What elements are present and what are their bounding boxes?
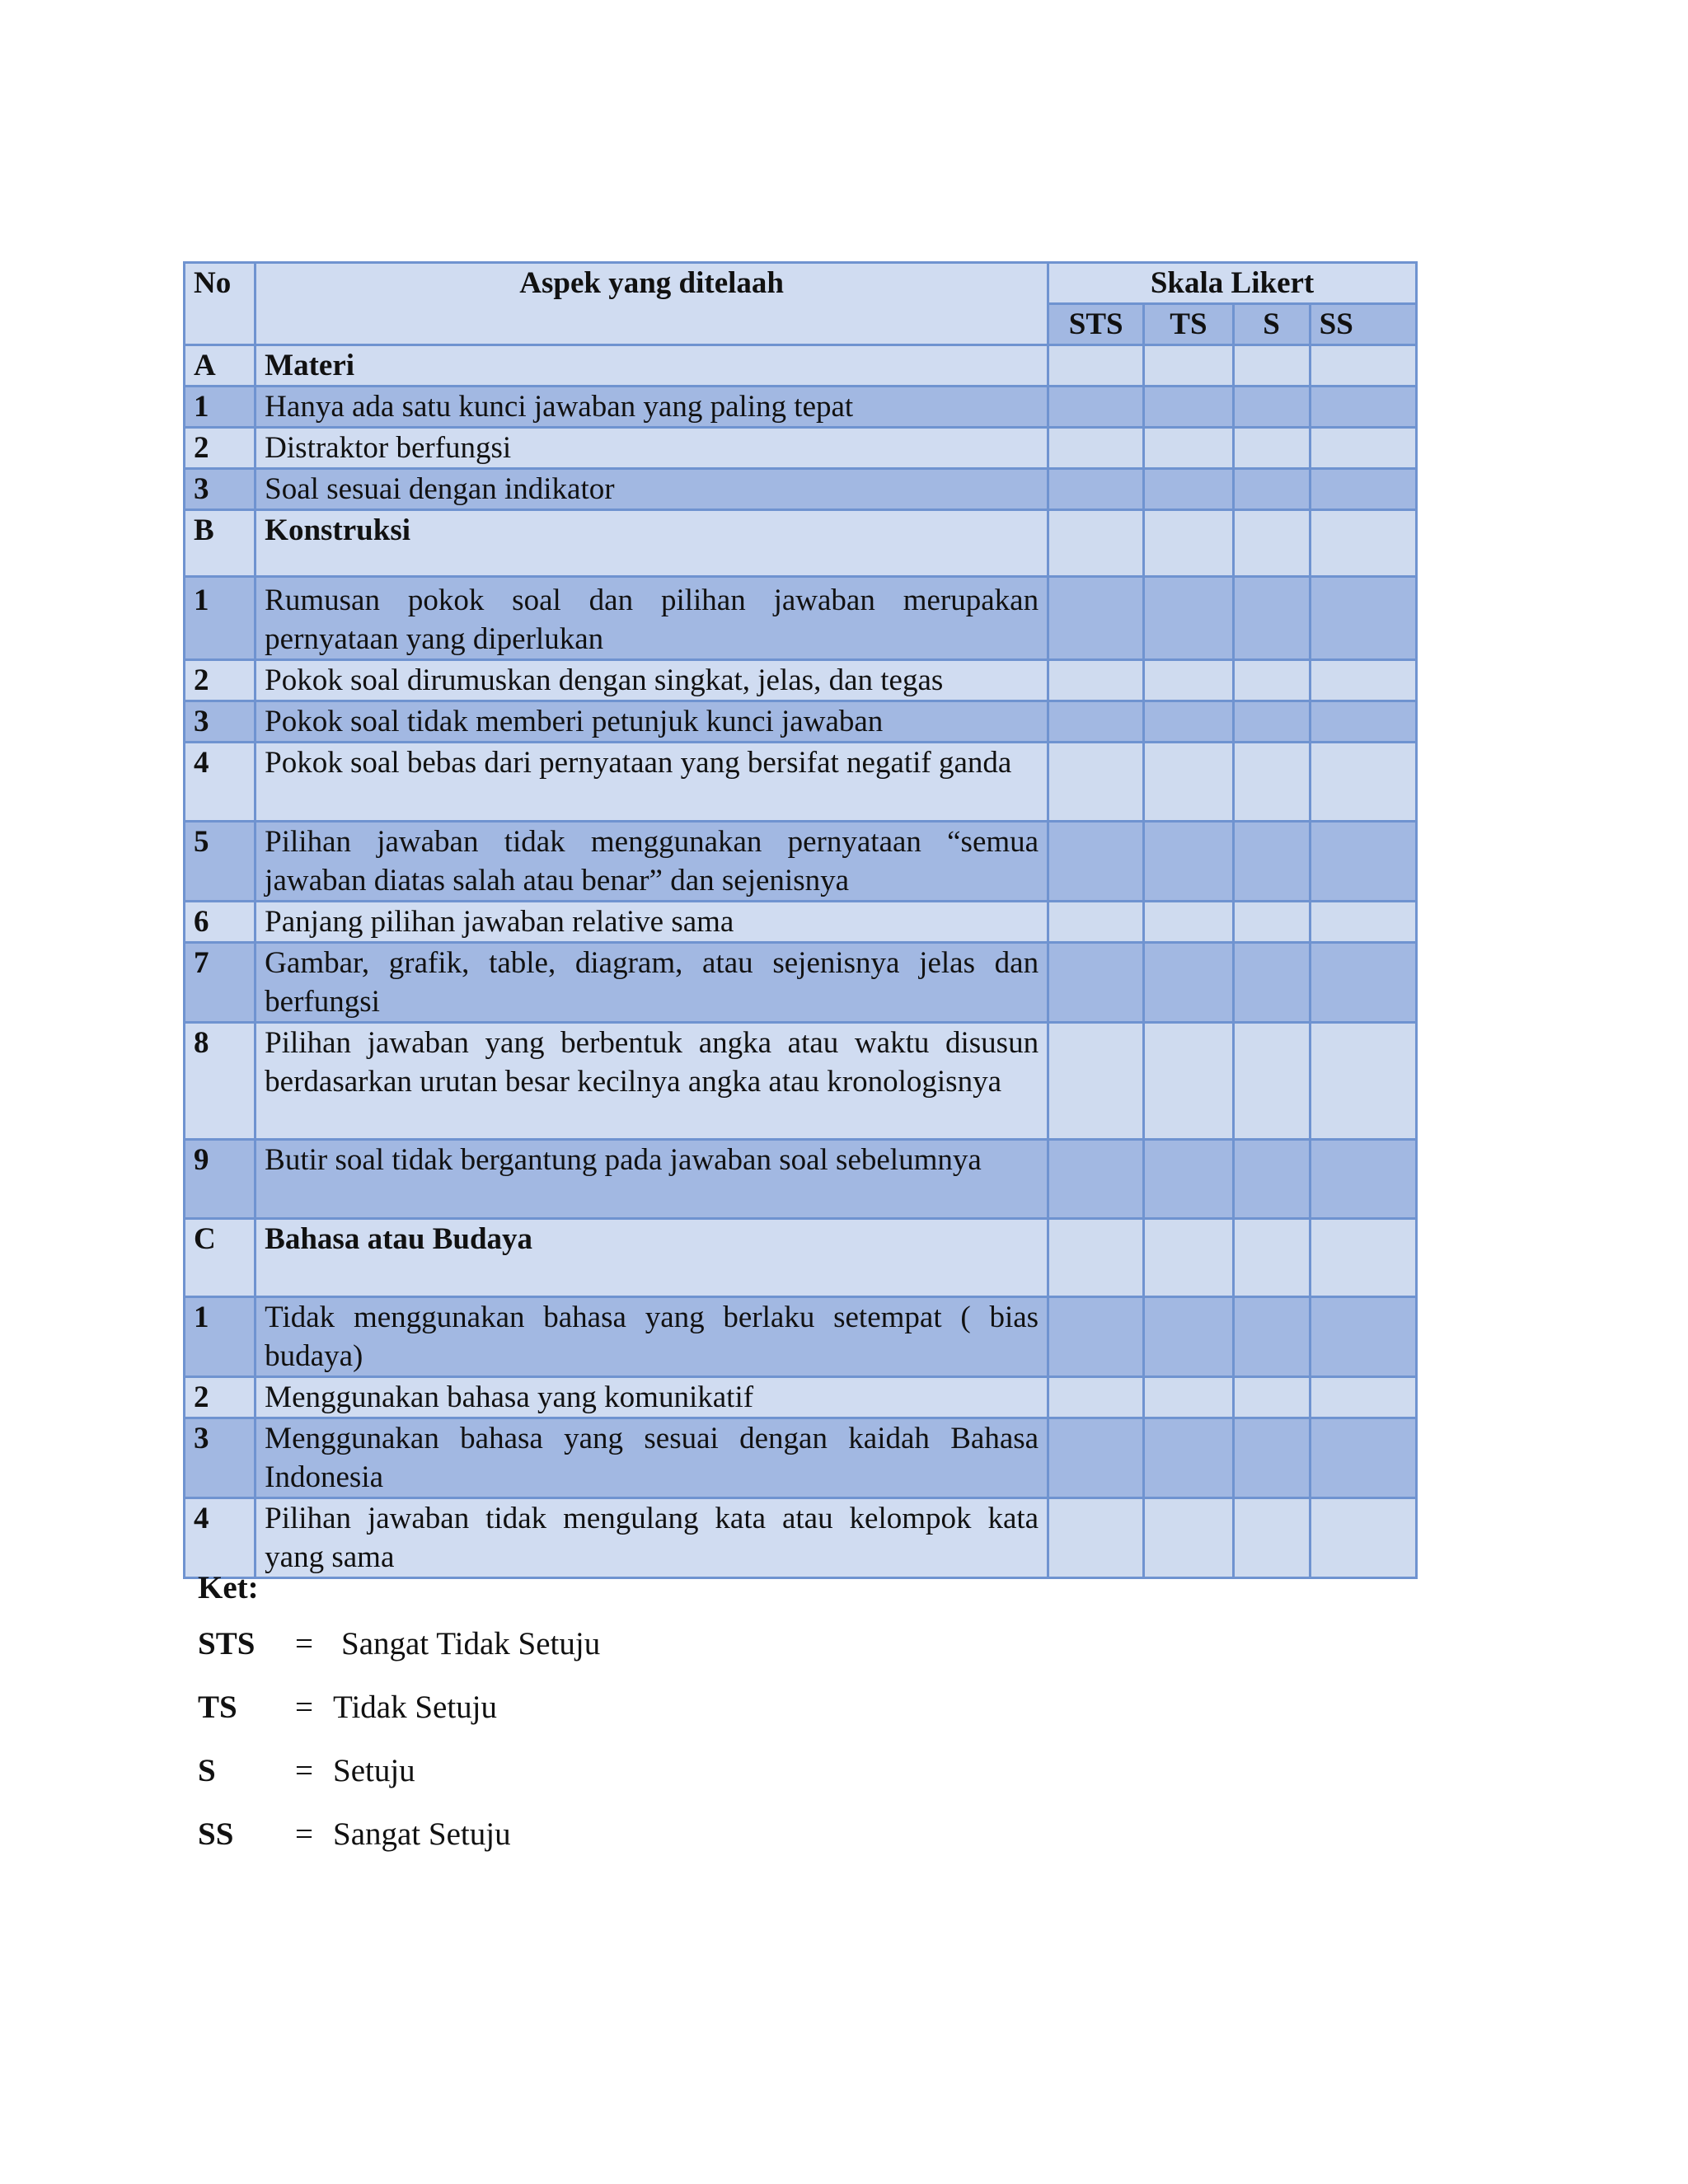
criterion-text: Pilihan jawaban yang berbentuk angka atau waktu disusun berdasarkan urutan besar kecilnya angka atau kronologisnya bbox=[256, 1023, 1048, 1140]
score-cell-ts[interactable] bbox=[1144, 902, 1233, 943]
score-cell-s[interactable] bbox=[1233, 1498, 1310, 1578]
legend-abbr: TS bbox=[198, 1690, 237, 1725]
legend-item-s bbox=[198, 1739, 415, 1802]
score-cell-ss[interactable] bbox=[1310, 660, 1416, 701]
score-cell-ss[interactable] bbox=[1310, 1377, 1416, 1418]
score-cell-s[interactable] bbox=[1233, 822, 1310, 902]
legend-item-ss bbox=[198, 1802, 511, 1866]
score-cell-ts[interactable] bbox=[1144, 1023, 1233, 1140]
score-cell-sts[interactable] bbox=[1048, 1418, 1144, 1498]
legend-abbr: STS bbox=[198, 1626, 256, 1661]
legend-abbr: SS bbox=[198, 1816, 234, 1852]
legend-equals: = bbox=[295, 1690, 313, 1725]
legend bbox=[198, 1564, 601, 1866]
legend-definition: Sangat Setuju bbox=[333, 1816, 511, 1852]
score-cell-sts[interactable] bbox=[1048, 1297, 1144, 1377]
score-cell-s[interactable] bbox=[1233, 577, 1310, 660]
table-row bbox=[185, 943, 1417, 1023]
table-row bbox=[185, 822, 1417, 902]
header-ss: SS bbox=[1310, 304, 1416, 345]
section-title: Bahasa atau Budaya bbox=[256, 1219, 1048, 1297]
legend-definition: Sangat Tidak Setuju bbox=[341, 1626, 601, 1661]
score-cell-s[interactable] bbox=[1233, 743, 1310, 822]
score-cell-ss[interactable] bbox=[1310, 510, 1416, 577]
criterion-text: Pokok soal bebas dari pernyataan yang bersifat negatif ganda bbox=[256, 743, 1048, 822]
score-cell-ts[interactable] bbox=[1144, 345, 1233, 387]
table-row bbox=[185, 1023, 1417, 1140]
score-cell-ts[interactable] bbox=[1144, 577, 1233, 660]
score-cell-sts[interactable] bbox=[1048, 1140, 1144, 1219]
legend-definition: Tidak Setuju bbox=[333, 1690, 498, 1725]
score-cell-s[interactable] bbox=[1233, 428, 1310, 469]
table-row bbox=[185, 1418, 1417, 1498]
score-cell-ts[interactable] bbox=[1144, 1297, 1233, 1377]
header-ts: TS bbox=[1144, 304, 1233, 345]
score-cell-ss[interactable] bbox=[1310, 743, 1416, 822]
table-row bbox=[185, 387, 1417, 428]
score-cell-ts[interactable] bbox=[1144, 469, 1233, 510]
row-number: 4 bbox=[185, 743, 256, 822]
score-cell-ts[interactable] bbox=[1144, 510, 1233, 577]
score-cell-ts[interactable] bbox=[1144, 743, 1233, 822]
legend-item-ts bbox=[198, 1675, 498, 1739]
score-cell-ts[interactable] bbox=[1144, 1140, 1233, 1219]
criterion-text: Pokok soal tidak memberi petunjuk kunci jawaban bbox=[256, 701, 1048, 743]
score-cell-sts[interactable] bbox=[1048, 1498, 1144, 1578]
table-row bbox=[185, 1219, 1417, 1297]
criterion-text: Gambar, grafik, table, diagram, atau sejenisnya jelas dan berfungsi bbox=[256, 943, 1048, 1023]
row-number: 1 bbox=[185, 577, 256, 660]
score-cell-sts[interactable] bbox=[1048, 1219, 1144, 1297]
score-cell-ts[interactable] bbox=[1144, 1377, 1233, 1418]
score-cell-s[interactable] bbox=[1233, 943, 1310, 1023]
table-row bbox=[185, 510, 1417, 577]
header-s: S bbox=[1233, 304, 1310, 345]
score-cell-s[interactable] bbox=[1233, 387, 1310, 428]
table-row bbox=[185, 902, 1417, 943]
score-cell-sts[interactable] bbox=[1048, 345, 1144, 387]
row-number: A bbox=[185, 345, 256, 387]
score-cell-s[interactable] bbox=[1233, 902, 1310, 943]
header-aspect: Aspek yang ditelaah bbox=[256, 263, 1048, 345]
score-cell-ss[interactable] bbox=[1310, 1297, 1416, 1377]
score-cell-sts[interactable] bbox=[1048, 1377, 1144, 1418]
legend-equals: = bbox=[295, 1626, 313, 1661]
row-number: B bbox=[185, 510, 256, 577]
score-cell-ts[interactable] bbox=[1144, 1219, 1233, 1297]
legend-title: Ket: bbox=[198, 1570, 259, 1605]
score-cell-ts[interactable] bbox=[1144, 660, 1233, 701]
score-cell-ss[interactable] bbox=[1310, 1418, 1416, 1498]
score-cell-sts[interactable] bbox=[1048, 387, 1144, 428]
score-cell-ss[interactable] bbox=[1310, 469, 1416, 510]
score-cell-ts[interactable] bbox=[1144, 822, 1233, 902]
legend-definition: Setuju bbox=[333, 1753, 415, 1788]
score-cell-ss[interactable] bbox=[1310, 428, 1416, 469]
row-number: 4 bbox=[185, 1498, 256, 1578]
row-number: 2 bbox=[185, 428, 256, 469]
row-number: 1 bbox=[185, 387, 256, 428]
score-cell-ss[interactable] bbox=[1310, 1498, 1416, 1578]
table-row bbox=[185, 428, 1417, 469]
criterion-text: Pilihan jawaban tidak menggunakan pernyataan “semua jawaban diatas salah atau benar” dan sejenisnya bbox=[256, 822, 1048, 902]
header-no: No bbox=[185, 263, 256, 345]
row-number: 7 bbox=[185, 943, 256, 1023]
row-number: 3 bbox=[185, 701, 256, 743]
legend-item-sts bbox=[198, 1612, 601, 1675]
score-cell-s[interactable] bbox=[1233, 510, 1310, 577]
score-cell-sts[interactable] bbox=[1048, 428, 1144, 469]
row-number: C bbox=[185, 1219, 256, 1297]
score-cell-sts[interactable] bbox=[1048, 577, 1144, 660]
score-cell-sts[interactable] bbox=[1048, 743, 1144, 822]
criterion-text: Menggunakan bahasa yang komunikatif bbox=[256, 1377, 1048, 1418]
header-sts: STS bbox=[1048, 304, 1144, 345]
row-number: 2 bbox=[185, 660, 256, 701]
score-cell-s[interactable] bbox=[1233, 660, 1310, 701]
score-cell-ts[interactable] bbox=[1144, 1418, 1233, 1498]
table-row bbox=[185, 660, 1417, 701]
score-cell-sts[interactable] bbox=[1048, 822, 1144, 902]
score-cell-ss[interactable] bbox=[1310, 1140, 1416, 1219]
row-number: 9 bbox=[185, 1140, 256, 1219]
criterion-text: Pilihan jawaban tidak mengulang kata atau kelompok kata yang sama bbox=[256, 1498, 1048, 1578]
score-cell-sts[interactable] bbox=[1048, 701, 1144, 743]
row-number: 2 bbox=[185, 1377, 256, 1418]
score-cell-ss[interactable] bbox=[1310, 1219, 1416, 1297]
table-row bbox=[185, 1377, 1417, 1418]
score-cell-ss[interactable] bbox=[1310, 822, 1416, 902]
score-cell-s[interactable] bbox=[1233, 469, 1310, 510]
score-cell-sts[interactable] bbox=[1048, 660, 1144, 701]
score-cell-ss[interactable] bbox=[1310, 1023, 1416, 1140]
score-cell-ts[interactable] bbox=[1144, 1498, 1233, 1578]
score-cell-ss[interactable] bbox=[1310, 902, 1416, 943]
score-cell-ss[interactable] bbox=[1310, 387, 1416, 428]
score-cell-ss[interactable] bbox=[1310, 577, 1416, 660]
score-cell-ts[interactable] bbox=[1144, 387, 1233, 428]
legend-abbr: S bbox=[198, 1753, 216, 1788]
score-cell-sts[interactable] bbox=[1048, 902, 1144, 943]
criterion-text: Distraktor berfungsi bbox=[256, 428, 1048, 469]
row-number: 1 bbox=[185, 1297, 256, 1377]
table-row bbox=[185, 701, 1417, 743]
score-cell-s[interactable] bbox=[1233, 1140, 1310, 1219]
criterion-text: Rumusan pokok soal dan pilihan jawaban merupakan pernyataan yang diperlukan bbox=[256, 577, 1048, 660]
table-row bbox=[185, 345, 1417, 387]
legend-equals: = bbox=[295, 1816, 313, 1852]
score-cell-s[interactable] bbox=[1233, 701, 1310, 743]
row-number: 8 bbox=[185, 1023, 256, 1140]
section-title: Materi bbox=[256, 345, 1048, 387]
table-row bbox=[185, 469, 1417, 510]
section-title: Konstruksi bbox=[256, 510, 1048, 577]
row-number: 3 bbox=[185, 469, 256, 510]
score-cell-ts[interactable] bbox=[1144, 428, 1233, 469]
score-cell-ss[interactable] bbox=[1310, 345, 1416, 387]
score-cell-s[interactable] bbox=[1233, 1219, 1310, 1297]
row-number: 5 bbox=[185, 822, 256, 902]
criterion-text: Butir soal tidak bergantung pada jawaban soal sebelumnya bbox=[256, 1140, 1048, 1219]
score-cell-s[interactable] bbox=[1233, 345, 1310, 387]
header-likert-scale: Skala Likert bbox=[1048, 263, 1417, 304]
score-cell-s[interactable] bbox=[1233, 1377, 1310, 1418]
score-cell-sts[interactable] bbox=[1048, 943, 1144, 1023]
table-row bbox=[185, 1498, 1417, 1578]
table-row bbox=[185, 577, 1417, 660]
score-cell-ss[interactable] bbox=[1310, 701, 1416, 743]
score-cell-ss[interactable] bbox=[1310, 943, 1416, 1023]
table-row bbox=[185, 1297, 1417, 1377]
score-cell-s[interactable] bbox=[1233, 1023, 1310, 1140]
criterion-text: Menggunakan bahasa yang sesuai dengan kaidah Bahasa Indonesia bbox=[256, 1418, 1048, 1498]
criterion-text: Soal sesuai dengan indikator bbox=[256, 469, 1048, 510]
row-number: 3 bbox=[185, 1418, 256, 1498]
review-table bbox=[183, 261, 1418, 1579]
legend-equals: = bbox=[295, 1753, 313, 1788]
score-cell-s[interactable] bbox=[1233, 1297, 1310, 1377]
score-cell-sts[interactable] bbox=[1048, 510, 1144, 577]
score-cell-ts[interactable] bbox=[1144, 943, 1233, 1023]
table-row bbox=[185, 743, 1417, 822]
row-number: 6 bbox=[185, 902, 256, 943]
score-cell-sts[interactable] bbox=[1048, 1023, 1144, 1140]
criterion-text: Hanya ada satu kunci jawaban yang paling tepat bbox=[256, 387, 1048, 428]
score-cell-s[interactable] bbox=[1233, 1418, 1310, 1498]
criterion-text: Tidak menggunakan bahasa yang berlaku setempat ( bias budaya) bbox=[256, 1297, 1048, 1377]
criterion-text: Pokok soal dirumuskan dengan singkat, jelas, dan tegas bbox=[256, 660, 1048, 701]
table-row bbox=[185, 1140, 1417, 1219]
score-cell-ts[interactable] bbox=[1144, 701, 1233, 743]
score-cell-sts[interactable] bbox=[1048, 469, 1144, 510]
criterion-text: Panjang pilihan jawaban relative sama bbox=[256, 902, 1048, 943]
